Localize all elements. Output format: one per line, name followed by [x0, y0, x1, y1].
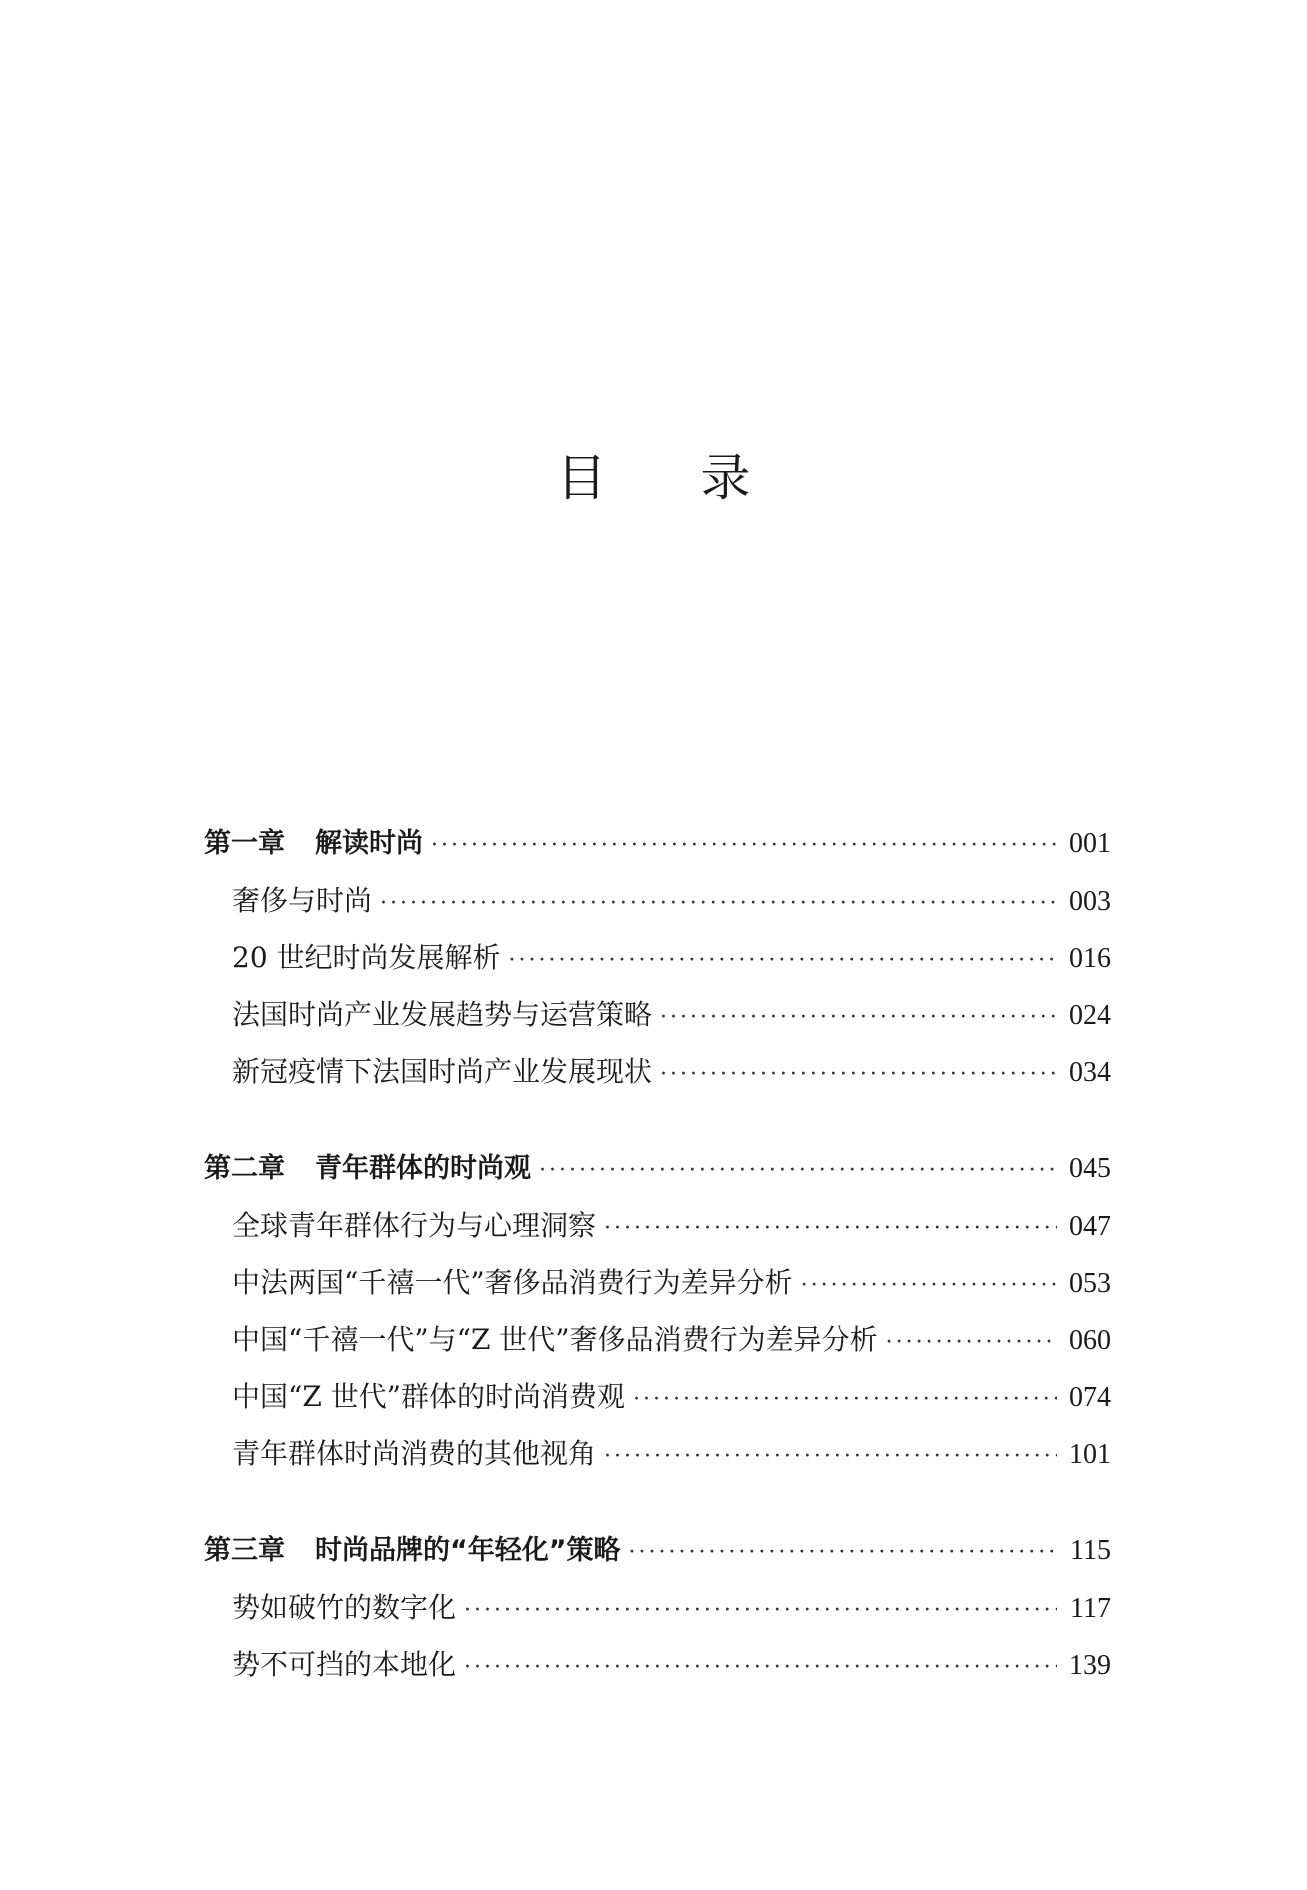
dot-leader [464, 1639, 1057, 1696]
page-number: 034 [1069, 1057, 1111, 1088]
section-title: 青年群体时尚消费的其他视角 [232, 1437, 597, 1470]
section-entry[interactable] [204, 872, 1111, 929]
page-number: 045 [1069, 1153, 1111, 1184]
page-number: 115 [1070, 1535, 1111, 1566]
section-entry[interactable] [204, 1311, 1111, 1368]
chapter-number: 第一章 [204, 828, 285, 859]
section-title: 势如破竹的数字化 [232, 1591, 457, 1624]
chapter-heading[interactable] [204, 1140, 1111, 1197]
page-number: 003 [1069, 886, 1111, 917]
page-title: 目录 [556, 449, 845, 507]
page-number: 139 [1069, 1650, 1111, 1681]
chapter-title: 青年群体的时尚观 [315, 1153, 531, 1184]
dot-leader [539, 1142, 1057, 1199]
dot-leader [660, 1046, 1057, 1103]
page-number: 053 [1069, 1268, 1111, 1299]
page-number: 001 [1069, 828, 1111, 859]
section-entry[interactable] [204, 1368, 1111, 1425]
section-title: 法国时尚产业发展趋势与运营策略 [232, 998, 653, 1031]
section-entry[interactable] [204, 1254, 1111, 1311]
dot-leader [380, 875, 1057, 932]
section-entry[interactable] [204, 1043, 1111, 1100]
chapter-2 [204, 1140, 1111, 1482]
section-title: 中法两国“千禧一代”奢侈品消费行为差异分析 [232, 1266, 793, 1299]
section-title: 20 世纪时尚发展解析 [232, 941, 501, 974]
chapter-3 [204, 1522, 1111, 1693]
page-number: 101 [1069, 1439, 1111, 1470]
dot-leader [431, 817, 1057, 874]
chapter-heading[interactable] [204, 815, 1111, 872]
section-title: 势不可挡的本地化 [232, 1648, 457, 1681]
chapter-label [204, 1522, 621, 1579]
section-title: 中国“千禧一代”与“Z 世代”奢侈品消费行为差异分析 [232, 1323, 878, 1356]
dot-leader [509, 932, 1057, 989]
chapter-title: 解读时尚 [315, 828, 423, 859]
page-number: 024 [1069, 1000, 1111, 1031]
chapter-label [204, 815, 423, 872]
page-number: 117 [1070, 1593, 1111, 1624]
section-entry[interactable] [204, 929, 1111, 986]
dot-leader [604, 1428, 1057, 1485]
table-of-contents [204, 815, 1111, 1733]
chapter-heading[interactable] [204, 1522, 1111, 1579]
section-entry[interactable] [204, 1579, 1111, 1636]
section-entry[interactable] [204, 1197, 1111, 1254]
page-number: 016 [1069, 943, 1111, 974]
section-title: 中国“Z 世代”群体的时尚消费观 [232, 1380, 625, 1413]
chapter-label [204, 1140, 531, 1197]
section-title: 奢侈与时尚 [232, 884, 373, 917]
chapter-title: 时尚品牌的“年轻化”策略 [315, 1535, 621, 1566]
chapter-number: 第二章 [204, 1153, 285, 1184]
page-number: 047 [1069, 1211, 1111, 1242]
dot-leader [464, 1582, 1057, 1639]
section-title: 新冠疫情下法国时尚产业发展现状 [232, 1055, 653, 1088]
chapter-number: 第三章 [204, 1535, 285, 1566]
section-entry[interactable] [204, 986, 1111, 1043]
page-number: 074 [1069, 1382, 1111, 1413]
dot-leader [801, 1257, 1057, 1314]
section-entry[interactable] [204, 1636, 1111, 1693]
dot-leader [633, 1371, 1057, 1428]
dot-leader [660, 989, 1057, 1046]
dot-leader [604, 1200, 1057, 1257]
dot-leader [886, 1314, 1057, 1371]
section-title: 全球青年群体行为与心理洞察 [232, 1209, 597, 1242]
section-entry[interactable] [204, 1425, 1111, 1482]
chapter-1 [204, 815, 1111, 1100]
page-number: 060 [1069, 1325, 1111, 1356]
dot-leader [629, 1524, 1058, 1581]
